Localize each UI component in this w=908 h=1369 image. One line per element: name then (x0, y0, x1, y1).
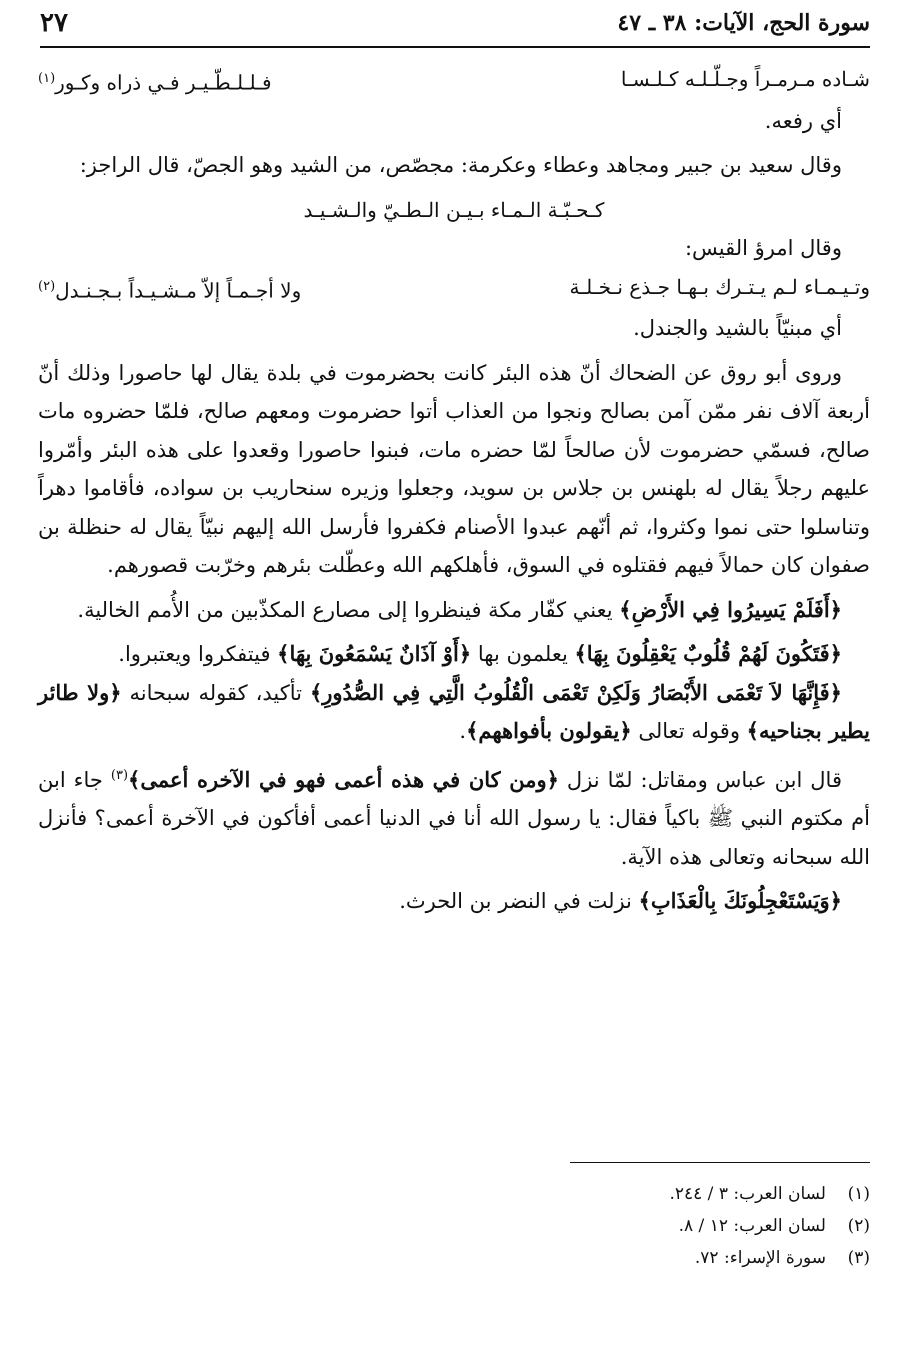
quran-quote: ﴿فَإِنَّهَا لاَ تَعْمَى الأَبْصَارُ وَلَكِنْ تَعْمَى الْقُلُوبُ الَّتِي فِي الصُّدُورِ﴾ (309, 679, 842, 705)
running-header (40, 6, 870, 48)
poem-verse-1 (38, 60, 870, 102)
quran-quote: ﴿يقولون بأفواههم﴾ (466, 718, 632, 744)
paragraph-text: قال ابن عباس ومقاتل: لمّا نزل (558, 767, 842, 792)
quran-quote: ﴿وَيَسْتَعْجِلُونَكَ بِالْعَذَابِ﴾ (638, 888, 842, 914)
paragraph-text: فيتفكروا ويعتبروا. (118, 642, 278, 667)
verse-hemistich-text: فـلـلـطّـيـر فـي ذراه وكـور (55, 70, 272, 95)
paragraph (38, 591, 870, 630)
footnotes (38, 1178, 870, 1274)
header-title: سورة الحج، الآيات: ٣٨ ـ ٤٧ (617, 10, 870, 36)
paragraph: وروى أبو روق عن الضحاك أنّ هذه البئر كانت بحضرموت في بلدة يقال لها حاصورا وذلك أنّ أربعة آلاف نفر ممّن آمن بصالح ونجوا من العذاب أتوا حضرموت ومعهم صالح، فلمّا حضروه مات صالح، فسمّي حضرموت لأن صالحاً لمّا حضره مات، فبنوا حاصورا وقعدوا على هذه البئر وأمّروا عليهم رجلاً يقال له بلهنس بن جلاس بن سويد، وجعلوا وزيره سنحاريب بن سواده، فأقاموا دهراً وتناسلوا حتى نموا وكثروا، ثم أنّهم عبدوا الأصنام فكفروا فأرسل الله إليهم نبيّاً يقال له حنظلة بن صفوان كان حمالاً فيهم فقتلوه في السوق، فأهلكهم الله وعطّلت بئرهم وخرّبت قصورهم. (38, 360, 870, 578)
footnote (38, 1242, 870, 1274)
quran-quote: ﴿أَوْ آذَانٌ يَسْمَعُونَ بِهَا﴾ (277, 641, 472, 667)
paragraph: أي رفعه. (764, 108, 842, 133)
paragraph (38, 882, 870, 921)
quran-quote: ﴿ومن كان في هذه أعمى فهو في الآخره أعمى﴾ (128, 766, 559, 792)
verse-hemistich: شـاده مـرمـراً وجـلّـلـه كـلـسـا (620, 67, 870, 91)
verse-hemistich (38, 60, 272, 102)
paragraph-text: يعني كفّار مكة فينظروا إلى مصارع المكذّبين من الأُمم الخالية. (77, 597, 620, 622)
footnote-text: لسان العرب: ٣ / ٢٤٤. (669, 1184, 826, 1204)
paragraph-text: تأكيد، كقوله سبحانه (121, 680, 310, 705)
footnote-marker: (٢) (38, 278, 56, 294)
footnote (38, 1210, 870, 1242)
footnote-number: (١) (847, 1184, 870, 1204)
paragraph (38, 757, 870, 877)
quran-quote: ﴿أَفَلَمْ يَسِيرُوا فِي الأَرْضِ﴾ (619, 596, 842, 622)
footnote-marker: (١) (38, 71, 56, 86)
quran-quote: ﴿ولا طائر يطير بجناحيه﴾ (38, 679, 870, 744)
verse-hemistich-text: ولا أجـمـاً إلاّ مـشـيـداً بـجـنـدل (55, 278, 302, 303)
poem-verse-2 (38, 268, 870, 310)
footnote-number: (٣) (847, 1248, 870, 1268)
paragraph-text: جاء ابن أم مكتوم النبي ﷺ باكياً فقال: يا رسول الله أنا في الدنيا أعمى أفأكون في الآخرة أعمى؟ فأنزل الله سبحانه وتعالى هذه الآية. (38, 767, 870, 869)
footnote-marker: (٣) (110, 767, 129, 783)
paragraph-text: نزلت في النضر بن الحرث. (399, 889, 639, 914)
paragraph: أي مبنيّاً بالشيد والجندل. (633, 316, 842, 341)
rajaz-verse: كـحـبّـة الـمـاء بـيـن الـطـيّ والـشـيـد (303, 197, 605, 222)
main-text (38, 60, 870, 921)
footnote-text: لسان العرب: ١٢ / ٨. (678, 1216, 826, 1236)
page-number: ٢٧ (40, 8, 68, 38)
paragraph (38, 674, 870, 751)
footnote-divider (570, 1162, 870, 1163)
paragraph: وقال سعيد بن جبير ومجاهد وعطاء وعكرمة: مجصّص، من الشيد وهو الجصّ، قال الراجز: (79, 153, 842, 178)
paragraph-text: يعلمون بها (471, 642, 575, 667)
footnote-text: سورة الإسراء: ٧٢. (694, 1248, 826, 1268)
paragraph (38, 635, 870, 674)
quran-quote: ﴿فَتَكُونَ لَهُمْ قُلُوبٌ يَعْقِلُونَ بِهَا﴾ (574, 641, 842, 667)
footnote-number: (٢) (847, 1216, 870, 1236)
footnote (38, 1178, 870, 1210)
paragraph-text: . (459, 719, 467, 744)
paragraph-text: وقوله تعالى (631, 719, 747, 744)
verse-hemistich (38, 268, 301, 310)
paragraph: وقال امرؤ القيس: (684, 236, 842, 261)
verse-hemistich: وتـيـمـاء لـم يـتـرك بـهـا جـذع نـخـلـة (569, 274, 870, 299)
